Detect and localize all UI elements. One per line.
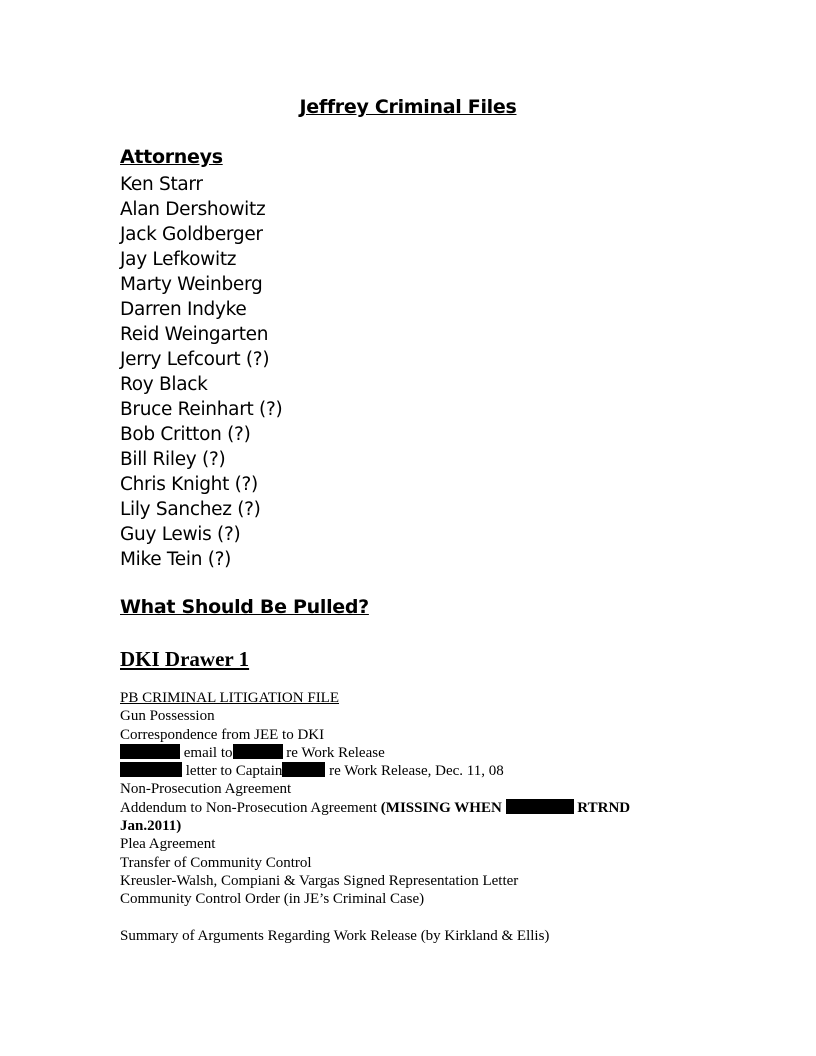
attorney-name: Chris Knight (?) — [120, 474, 258, 495]
email-suffix: re Work Release — [286, 744, 385, 761]
missing-suffix: RTRND — [577, 799, 631, 816]
attorney-name: Bruce Reinhart (?) — [120, 399, 283, 420]
attorneys-heading: Attorneys — [120, 146, 223, 168]
redaction-block — [120, 762, 182, 777]
attorney-name: Alan Dershowitz — [120, 199, 266, 220]
attorney-name: Reid Weingarten — [120, 324, 269, 345]
missing-prefix: (MISSING WHEN — [380, 799, 502, 816]
attorney-name: Marty Weinberg — [120, 274, 263, 295]
attorney-name: Jerry Lefcourt (?) — [120, 349, 270, 370]
redaction-block — [506, 799, 574, 814]
attorney-name: Mike Tein (?) — [120, 549, 232, 570]
attorney-name: Guy Lewis (?) — [120, 524, 241, 545]
addendum-line — [120, 799, 680, 817]
attorney-name: Bill Riley (?) — [120, 449, 226, 470]
gun-possession-line: Gun Possession — [120, 708, 215, 725]
redaction-block — [282, 762, 325, 777]
addendum-text: Addendum to Non-Prosecution Agreement — [120, 799, 378, 816]
pull-heading: What Should Be Pulled? — [120, 596, 369, 618]
attorney-name: Jack Goldberger — [120, 224, 263, 245]
attorney-list — [120, 172, 282, 572]
attorney-name: Ken Starr — [120, 174, 203, 195]
plea-line: Plea Agreement — [120, 836, 216, 853]
email-text: email to — [183, 744, 233, 761]
kreusler-line: Kreusler-Walsh, Compiani & Vargas Signed Representation Letter — [120, 872, 519, 889]
document-title: Jeffrey Criminal Files — [299, 96, 517, 118]
correspondence-line: Correspondence from JEE to DKI — [120, 726, 325, 743]
attorney-name: Lily Sanchez (?) — [120, 499, 261, 520]
letter-line — [120, 762, 680, 780]
redaction-block — [120, 744, 180, 759]
letter-suffix: re Work Release, Dec. 11, 08 — [329, 763, 504, 780]
transfer-line: Transfer of Community Control — [120, 854, 312, 871]
npa-line: Non-Prosecution Agreement — [120, 781, 292, 798]
missing-date: Jan.2011) — [120, 818, 182, 835]
letter-text: letter to Captain — [185, 763, 283, 780]
summary-line: Summary of Arguments Regarding Work Release (by Kirkland & Ellis) — [120, 928, 550, 945]
file-title: PB CRIMINAL LITIGATION FILE — [120, 690, 340, 706]
drawer-heading: DKI Drawer 1 — [120, 647, 250, 671]
attorney-name: Jay Lefkowitz — [120, 249, 237, 270]
attorney-name: Darren Indyke — [120, 299, 247, 320]
email-line — [120, 744, 680, 762]
redaction-block — [233, 744, 283, 759]
spacer — [120, 909, 680, 928]
attorney-name: Roy Black — [120, 374, 208, 395]
community-order-line: Community Control Order (in JE’s Criminal Case) — [120, 891, 425, 908]
file-contents — [120, 689, 680, 945]
attorney-name: Bob Critton (?) — [120, 424, 251, 445]
